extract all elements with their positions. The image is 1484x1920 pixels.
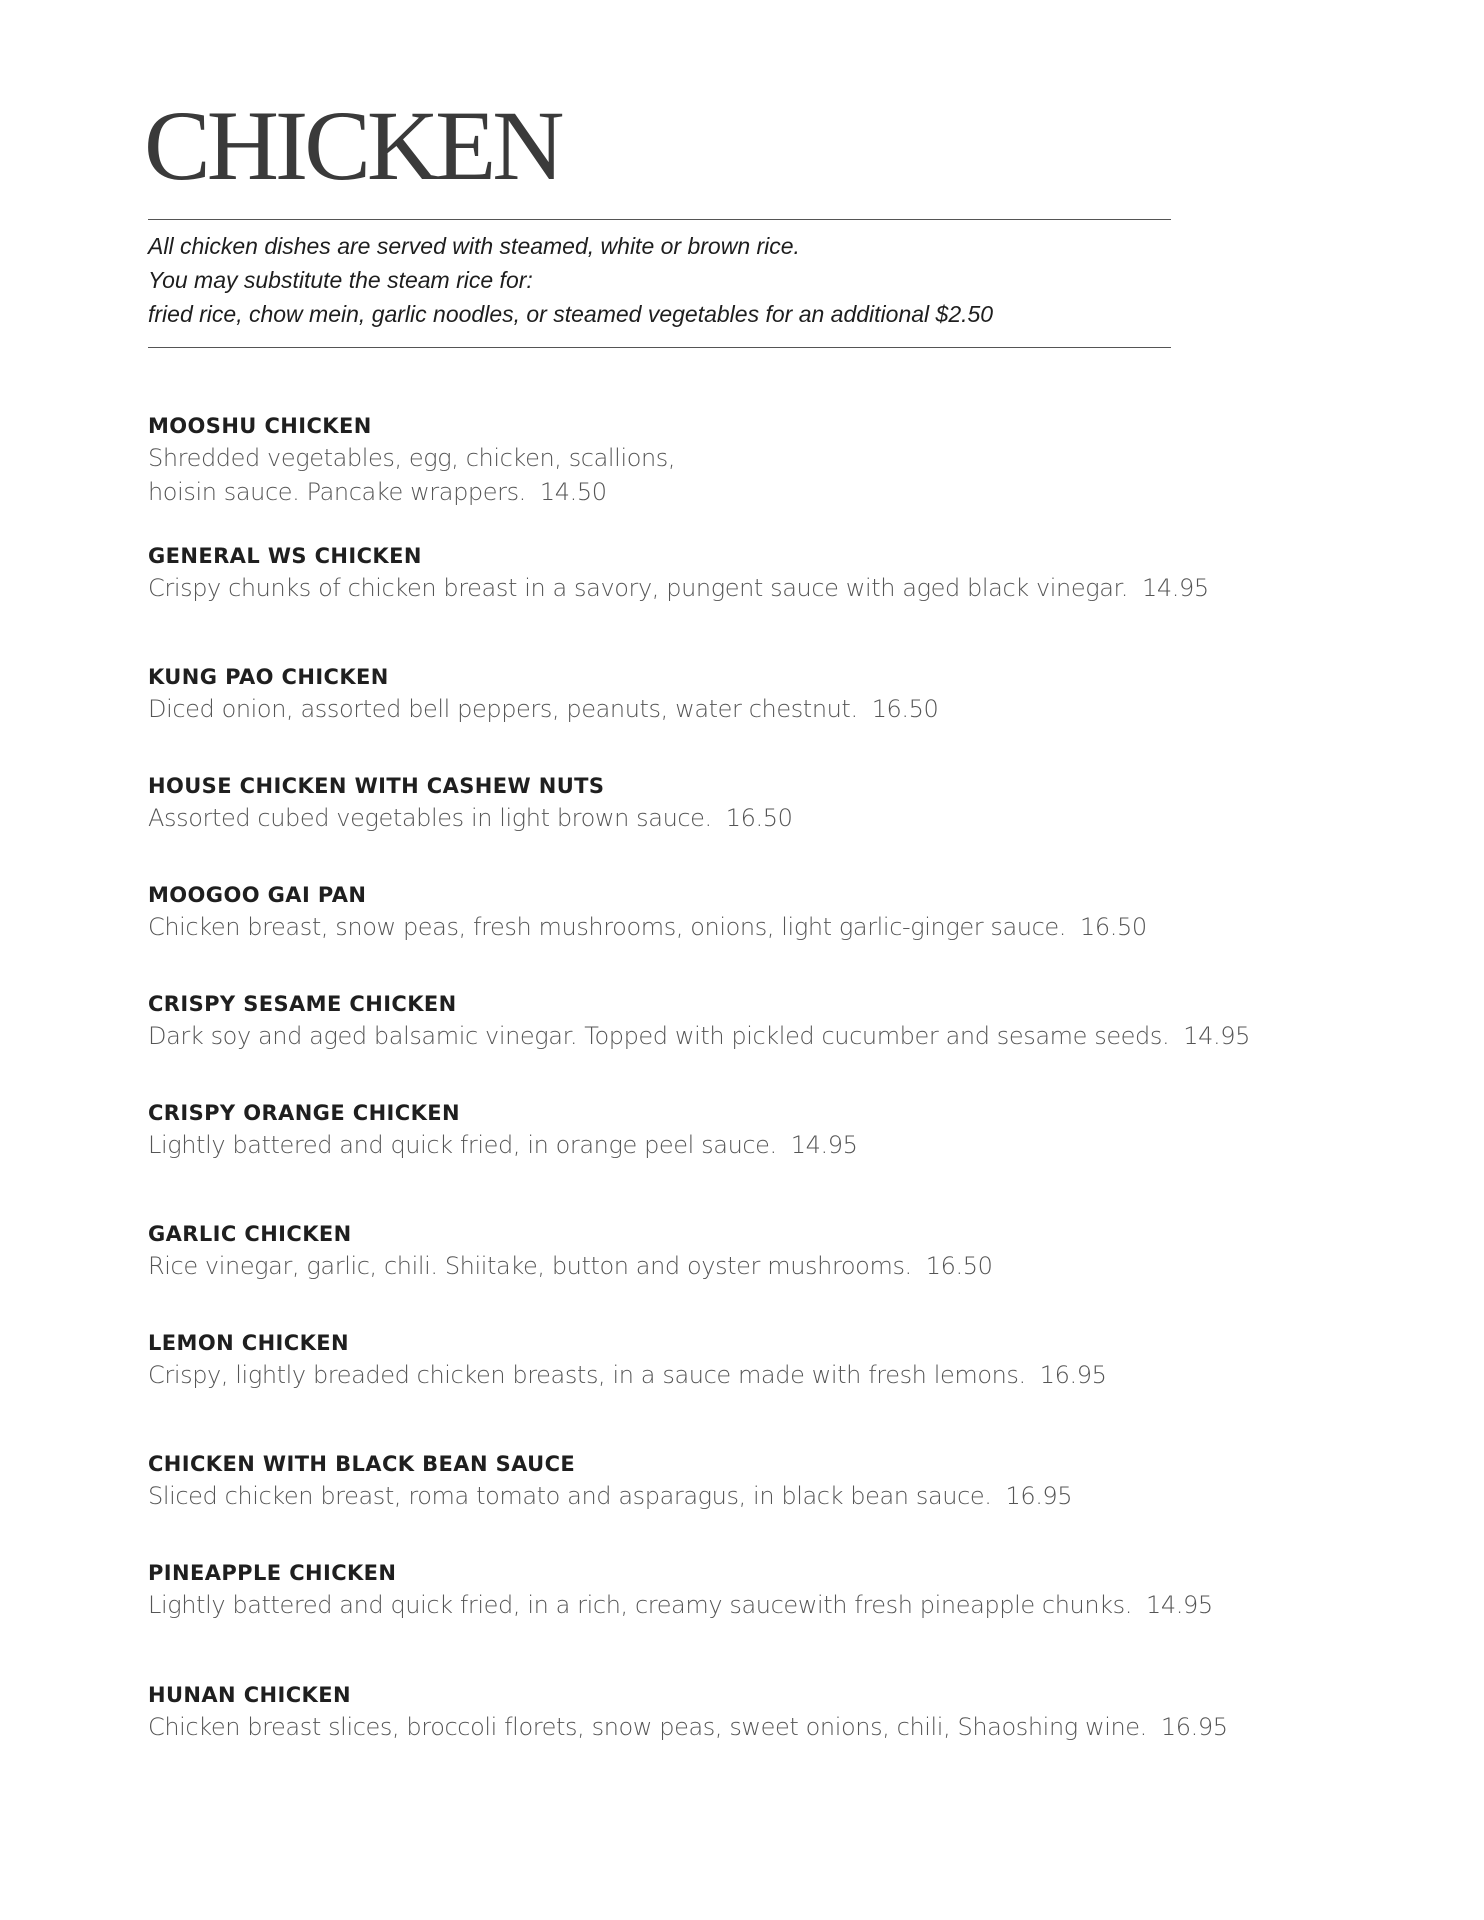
- item-desc-line: [148, 1358, 1348, 1392]
- item-name: GENERAL WS CHICKEN: [148, 544, 422, 568]
- menu-item-mooshu-chicken: [148, 411, 1348, 509]
- item-desc-text: Crispy chunks of chicken breast in a savory, pungent sauce with aged black vinegar.: [148, 574, 1129, 602]
- item-desc-text: Rice vinegar, garlic, chili. Shiitake, button and oyster mushrooms.: [148, 1252, 912, 1280]
- item-price: 14.95: [1142, 574, 1209, 602]
- item-name: HUNAN CHICKEN: [148, 1683, 351, 1707]
- menu-item-kung-pao-chicken: [148, 662, 1348, 726]
- item-desc-text: Sliced chicken breast, roma tomato and asparagus, in black bean sauce.: [148, 1482, 992, 1510]
- item-desc-text: Diced onion, assorted bell peppers, peanuts, water chestnut.: [148, 695, 858, 723]
- item-price: 14.95: [1183, 1022, 1250, 1050]
- item-name: MOOGOO GAI PAN: [148, 883, 367, 907]
- item-name: GARLIC CHICKEN: [148, 1222, 352, 1246]
- menu-item-lemon-chicken: [148, 1328, 1348, 1392]
- item-name: HOUSE CHICKEN WITH CASHEW NUTS: [148, 774, 605, 798]
- menu-item-moogoo-gai-pan: [148, 880, 1348, 944]
- item-desc-text: Chicken breast, snow peas, fresh mushrooms, onions, light garlic-ginger sauce.: [148, 913, 1067, 941]
- item-desc-line: [148, 1588, 1348, 1622]
- intro-line: fried rice, chow mein, garlic noodles, or steamed vegetables for an additional $2.50: [148, 301, 994, 327]
- menu-item-hunan-chicken: [148, 1680, 1348, 1744]
- intro-line: You may substitute the steam rice for:: [148, 267, 533, 293]
- item-name: LEMON CHICKEN: [148, 1331, 349, 1355]
- item-desc-text: Assorted cubed vegetables in light brown sauce.: [148, 804, 712, 832]
- item-desc-line: [148, 475, 1348, 509]
- section-title: CHICKEN: [144, 90, 561, 201]
- bottom-divider: [148, 347, 1171, 348]
- item-desc-text: Lightly battered and quick fried, in orange peel sauce.: [148, 1131, 777, 1159]
- item-desc-text: Chicken breast slices, broccoli florets, snow peas, sweet onions, chili, Shaoshing wine.: [148, 1713, 1147, 1741]
- item-price: 14.50: [539, 478, 607, 506]
- item-name: CRISPY SESAME CHICKEN: [148, 992, 457, 1016]
- menu-item-house-chicken-cashew: [148, 771, 1348, 835]
- item-desc-text: Crispy, lightly breaded chicken breasts, in a sauce made with fresh lemons.: [148, 1361, 1026, 1389]
- item-price: 16.95: [1005, 1482, 1073, 1510]
- item-price: 14.95: [1146, 1591, 1213, 1619]
- item-desc-line: [148, 1479, 1348, 1513]
- item-name: PINEAPPLE CHICKEN: [148, 1561, 397, 1585]
- item-desc-line: [148, 692, 1348, 726]
- item-desc-line: [148, 1249, 1348, 1283]
- item-price: 16.50: [1080, 913, 1147, 941]
- top-divider: [148, 219, 1171, 220]
- item-price: 16.50: [925, 1252, 993, 1280]
- menu-item-chicken-black-bean: [148, 1449, 1348, 1513]
- item-desc-line: [148, 910, 1348, 944]
- item-desc-text: Lightly battered and quick fried, in a rich, creamy saucewith fresh pineapple chunks.: [148, 1591, 1132, 1619]
- item-desc-text: Dark soy and aged balsamic vinegar. Topped with pickled cucumber and sesame seeds.: [148, 1022, 1170, 1050]
- item-name: KUNG PAO CHICKEN: [148, 665, 389, 689]
- menu-item-crispy-orange-chicken: [148, 1098, 1348, 1162]
- menu-item-garlic-chicken: [148, 1219, 1348, 1283]
- item-price: 16.50: [871, 695, 939, 723]
- menu-item-pineapple-chicken: [148, 1558, 1348, 1622]
- item-desc-line: [148, 1710, 1348, 1744]
- item-desc-line: [148, 571, 1348, 605]
- menu-item-general-ws-chicken: [148, 541, 1348, 605]
- item-price: 14.95: [790, 1131, 858, 1159]
- item-desc-line: Shredded vegetables, egg, chicken, scallions,: [148, 444, 676, 472]
- item-desc-text: hoisin sauce. Pancake wrappers.: [148, 478, 526, 506]
- item-price: 16.50: [725, 804, 793, 832]
- menu-item-crispy-sesame-chicken: [148, 989, 1348, 1053]
- section-intro: [148, 229, 1171, 331]
- intro-line: All chicken dishes are served with steamed, white or brown rice.: [148, 233, 800, 259]
- item-desc-line: [148, 1128, 1348, 1162]
- item-name: CHICKEN WITH BLACK BEAN SAUCE: [148, 1452, 576, 1476]
- item-name: CRISPY ORANGE CHICKEN: [148, 1101, 460, 1125]
- item-desc-line: [148, 1019, 1348, 1053]
- item-desc-line: [148, 801, 1348, 835]
- item-price: 16.95: [1039, 1361, 1107, 1389]
- item-name: MOOSHU CHICKEN: [148, 414, 372, 438]
- item-price: 16.95: [1160, 1713, 1228, 1741]
